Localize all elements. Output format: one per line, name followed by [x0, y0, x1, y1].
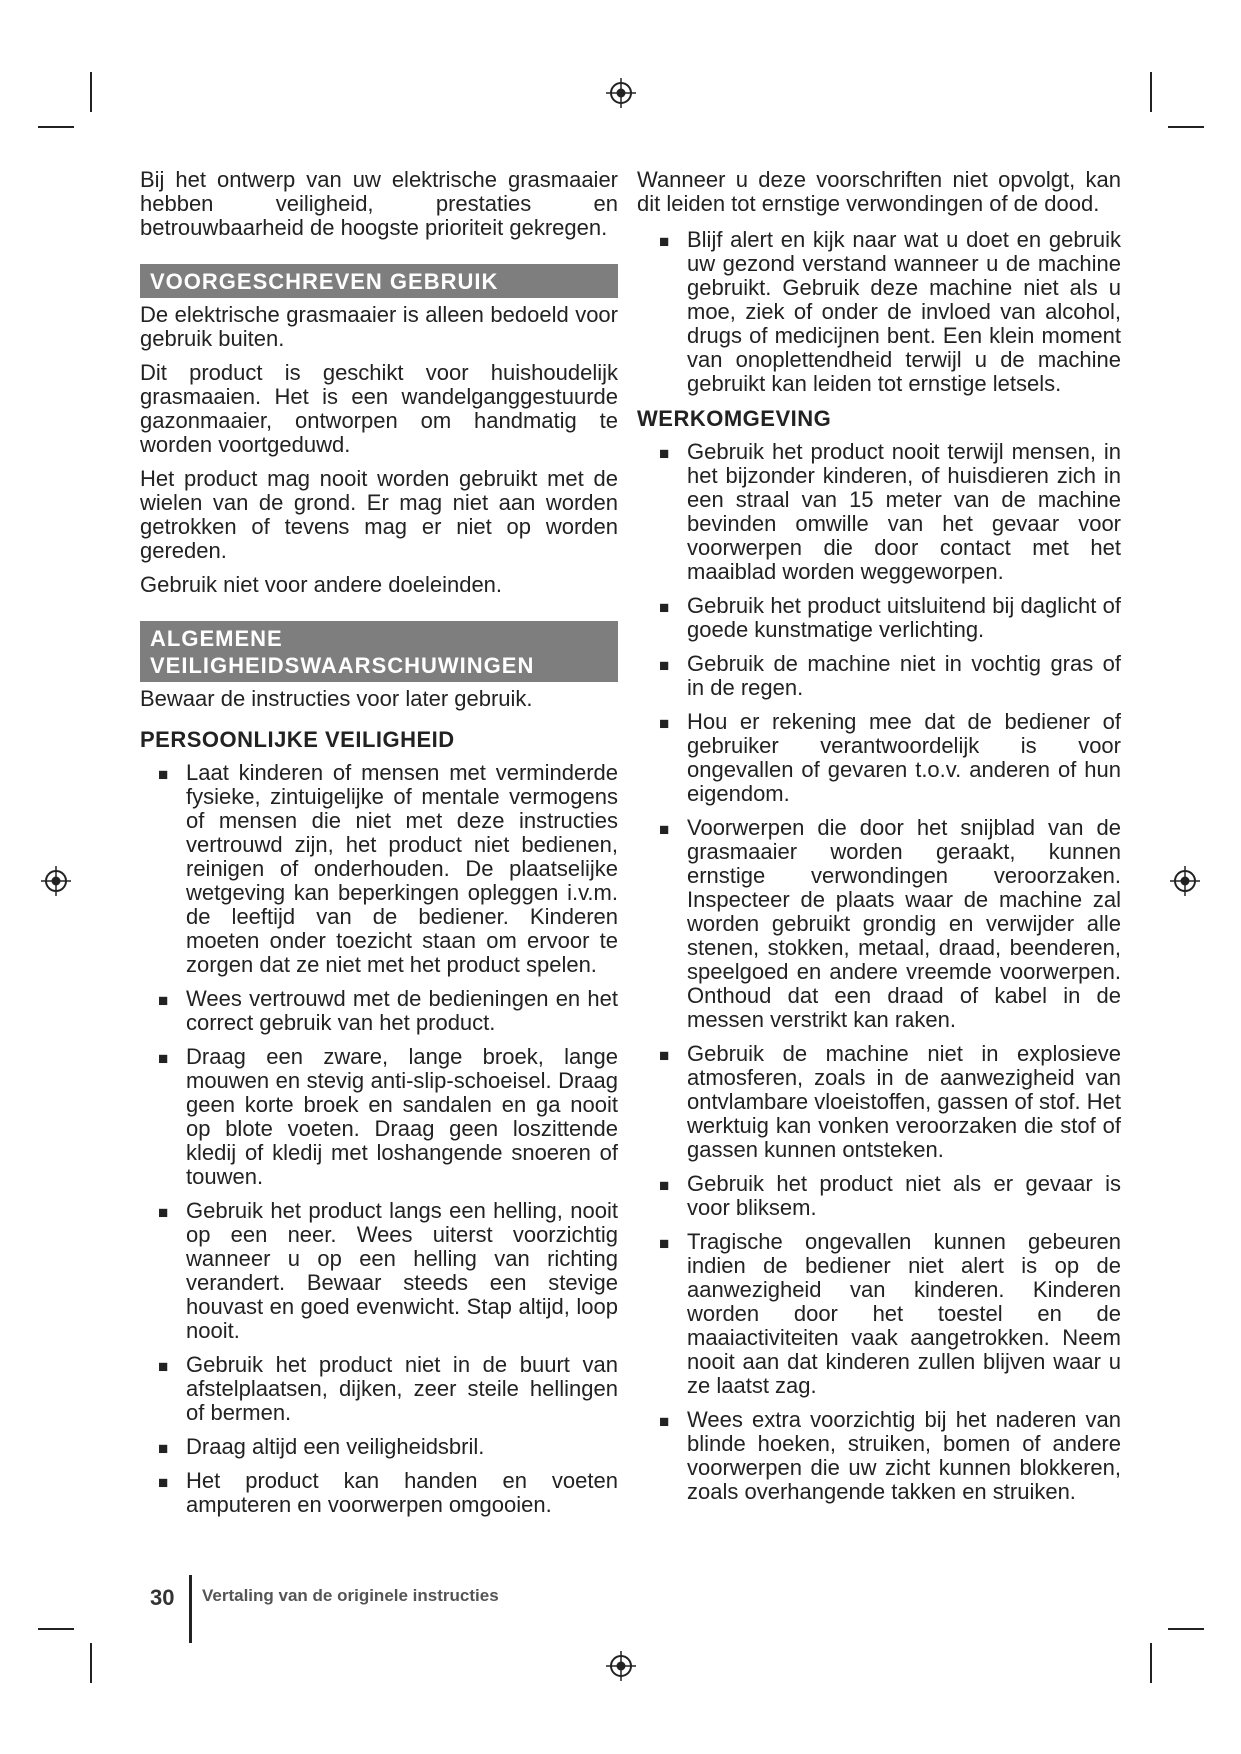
bullet-icon: ■: [659, 1412, 670, 1431]
list-item: ■ Gebruik het product langs een helling, nooit op een neer. Wees uiterst voorzichtig wanneer u op een helling van richting verandert. Bewaar steeds een stevige houvast en goed evenwicht. Stap altijd, loop nooit.: [158, 1198, 618, 1343]
bullet-icon: ■: [659, 714, 670, 733]
bullet-icon: ■: [158, 1203, 169, 1222]
body-paragraph: De elektrische grasmaaier is alleen bedoeld voor gebruik buiten.: [140, 302, 618, 351]
section-heading-voorgeschreven-gebruik: VOORGESCHREVEN GEBRUIK: [140, 264, 618, 298]
bullet-icon: ■: [659, 656, 670, 675]
right-column: [637, 168, 1121, 1514]
list-item: ■ Gebruik de machine niet in explosieve atmosferen, zoals in de aanwezigheid van ontvlambare vloeistoffen, gassen of stof. Het werktuig kan vonken veroorzaken die stof of gassen kunnen ontsteken.: [659, 1041, 1121, 1162]
list-item: ■ Gebruik het product niet in de buurt van afstelplaatsen, dijken, zeer steile hellingen of bermen.: [158, 1352, 618, 1425]
bullet-icon: ■: [158, 765, 169, 784]
list-item: ■ Gebruik het product nooit terwijl mensen, in het bijzonder kinderen, of huisdieren zich in een straal van 15 meter van de machine bevinden omwille van het gevaar voor voorwerpen die door contact met het maaiblad worden weggeworpen.: [659, 439, 1121, 584]
intro-paragraph: Wanneer u deze voorschriften niet opvolgt, kan dit leiden tot ernstige verwondingen of de dood.: [637, 167, 1121, 216]
crop-mark: [38, 126, 74, 128]
bullet-icon: ■: [158, 1439, 169, 1458]
bullet-list: [659, 228, 1121, 396]
body-paragraph: Dit product is geschikt voor huishoudelijk grasmaaien. Het is een wandelganggestuurde gazonmaaier, ontworpen om handmatig te worden voortgeduwd.: [140, 360, 618, 457]
list-item: ■ Draag een zware, lange broek, lange mouwen en stevig anti-slip-schoeisel. Draag geen korte broek en sandalen en ga nooit op blote voeten. Draag geen loszittende kledij of kledij met loshangende snoeren of touwen.: [158, 1044, 618, 1189]
list-item: ■ Hou er rekening mee dat de bediener of gebruiker verantwoordelijk is voor ongevallen of gevaren t.o.v. anderen of hun eigendom.: [659, 709, 1121, 806]
crop-mark: [38, 1628, 74, 1630]
list-item: ■ Tragische ongevallen kunnen gebeuren indien de bediener niet alert is op de aanwezigheid van kinderen. Kinderen worden door het toestel en de maaiactiviteiten vaak aangetrokken. Neem nooit aan dat kinderen zullen blijven waar u ze laatst zag.: [659, 1229, 1121, 1398]
crop-mark: [1168, 1628, 1204, 1630]
bullet-list: [158, 761, 618, 1517]
bullet-icon: ■: [659, 820, 670, 839]
body-paragraph: Bewaar de instructies voor later gebruik.: [140, 686, 533, 711]
list-item: ■ Wees extra voorzichtig bij het naderen van blinde hoeken, struiken, bomen of andere voorwerpen die uw zicht kunnen blokkeren, zoals overhangende takken en struiken.: [659, 1407, 1121, 1504]
bullet-icon: ■: [158, 1049, 169, 1068]
registration-mark-icon: [606, 1651, 636, 1681]
list-item: ■ Wees vertrouwd met de bedieningen en het correct gebruik van het product.: [158, 986, 618, 1035]
bullet-icon: ■: [158, 1357, 169, 1376]
section-heading-algemene-veiligheidswaarschuwingen: [140, 621, 618, 682]
crop-mark: [1150, 72, 1152, 112]
subheading-persoonlijke-veiligheid: PERSOONLIJKE VEILIGHEID: [140, 727, 455, 752]
bullet-icon: ■: [158, 1473, 169, 1492]
registration-mark-icon: [606, 78, 636, 108]
registration-mark-icon: [1170, 866, 1200, 896]
bullet-icon: ■: [158, 991, 169, 1010]
bullet-icon: ■: [659, 598, 670, 617]
body-paragraph: Het product mag nooit worden gebruikt met de wielen van de grond. Er mag niet aan worden getrokken of tevens mag er niet op worden gereden.: [140, 466, 618, 563]
page-number: 30: [150, 1585, 175, 1610]
bullet-list: [659, 440, 1121, 1504]
list-item: ■ Laat kinderen of mensen met verminderde fysieke, zintuigelijke of mentale vermogens of mensen die niet met deze instructies vertrouwd zijn, het product niet bedienen, reinigen of onderhouden. De plaatselijke wetgeving kan beperkingen opleggen i.v.m. de leeftijd van de bediener. Kinderen moeten onder toezicht staan om ervoor te zorgen dat ze niet met het product spelen.: [158, 760, 618, 977]
crop-mark: [90, 1643, 92, 1683]
bullet-icon: ■: [659, 232, 670, 251]
crop-mark: [1150, 1643, 1152, 1683]
section-heading-line: VEILIGHEIDSWAARSCHUWINGEN: [150, 653, 535, 678]
list-item: ■ Gebruik de machine niet in vochtig gras of in de regen.: [659, 651, 1121, 700]
bullet-icon: ■: [659, 1234, 670, 1253]
registration-mark-icon: [41, 866, 71, 896]
body-paragraph: Gebruik niet voor andere doeleinden.: [140, 572, 503, 597]
list-item: ■ Voorwerpen die door het snijblad van de grasmaaier worden geraakt, kunnen ernstige verwondingen veroorzaken. Inspecteer de plaats waar de machine zal worden gebruikt grondig en verwijder alle stenen, stokken, metaal, draad, beenderen, speelgoed en andere vreemde voorwerpen. Onthoud dat een draad of kabel in de messen verstrikt kan raken.: [659, 815, 1121, 1032]
left-column: [140, 168, 618, 1527]
subheading-werkomgeving: WERKOMGEVING: [637, 406, 832, 431]
footer-divider: [189, 1575, 192, 1643]
list-item: ■ Gebruik het product uitsluitend bij daglicht of goede kunstmatige verlichting.: [659, 593, 1121, 642]
footer-caption: Vertaling van de originele instructies: [202, 1586, 499, 1605]
crop-mark: [90, 72, 92, 112]
list-item: ■ Draag altijd een veiligheidsbril.: [158, 1434, 485, 1459]
intro-paragraph: Bij het ontwerp van uw elektrische grasmaaier hebben veiligheid, prestaties en betrouwbaarheid de hoogste prioriteit gekregen.: [140, 167, 618, 240]
section-heading-line: ALGEMENE: [150, 626, 283, 651]
bullet-icon: ■: [659, 1176, 670, 1195]
bullet-icon: ■: [659, 444, 670, 463]
crop-mark: [1168, 126, 1204, 128]
list-item: ■ Het product kan handen en voeten amputeren en voorwerpen omgooien.: [158, 1468, 618, 1517]
list-item: ■ Gebruik het product niet als er gevaar is voor bliksem.: [659, 1171, 1121, 1220]
bullet-icon: ■: [659, 1046, 670, 1065]
list-item: ■ Blijf alert en kijk naar wat u doet en gebruik uw gezond verstand wanneer u de machine gebruikt. Gebruik deze machine niet als u moe, ziek of onder de invloed van alcohol, drugs of medicijnen bent. Een klein moment van onoplettendheid terwijl u de machine gebruikt kan leiden tot ernstige letsels.: [659, 227, 1121, 396]
